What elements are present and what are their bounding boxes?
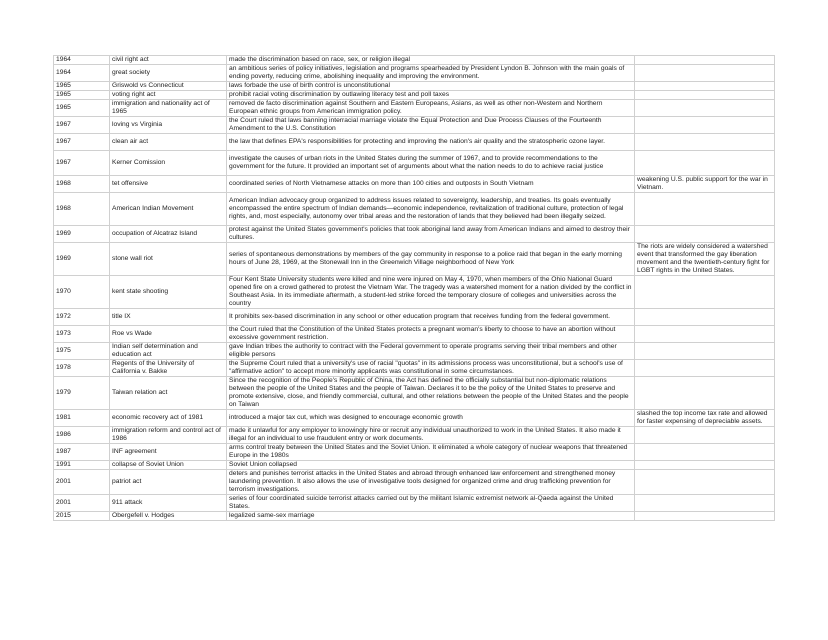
note-cell: weakening U.S. public support for the war in Vietnam. [635, 176, 775, 193]
event-cell: Taiwan relation act [110, 377, 227, 410]
description-cell: It prohibits sex-based discrimination in any school or other education program that receives funding from the federal government. [227, 309, 635, 326]
event-cell: Griswold vs Connecticut [110, 82, 227, 91]
event-cell: Kerner Comission [110, 151, 227, 176]
note-cell [635, 470, 775, 495]
note-cell [635, 360, 775, 377]
year-cell: 1967 [54, 151, 110, 176]
table-row [54, 495, 775, 512]
note-cell [635, 444, 775, 461]
note-cell: slashed the top income tax rate and allowed for faster expensing of depreciable assets. [635, 410, 775, 427]
description-cell: laws forbade the use of birth control is unconstitutional [227, 82, 635, 91]
table-row [54, 427, 775, 444]
description-cell: Four Kent State University students were killed and nine were injured on May 4, 1970, when members of the Ohio National Guard opened fire on a crowd gathered to protest the Vietnam War. The tragedy was a watershed moment for a nation divided by the conflict in Southeast Asia. In its immediate aftermath, a student-led strike forced the temporary closure of colleges and universities across the country [227, 276, 635, 309]
description-cell: prohibit racial voting discrimination by outlawing literacy test and poll taxes [227, 91, 635, 100]
note-cell: The riots are widely considered a watershed event that transformed the gay liberation movement and the twentieth-century fight for LGBT rights in the United States. [635, 243, 775, 276]
year-cell: 1965 [54, 82, 110, 91]
table-row [54, 326, 775, 343]
table-row [54, 276, 775, 309]
event-cell: loving vs Virginia [110, 117, 227, 134]
year-cell: 1970 [54, 276, 110, 309]
table-row [54, 193, 775, 226]
note-cell [635, 117, 775, 134]
year-cell: 1967 [54, 134, 110, 151]
description-cell: series of spontaneous demonstrations by members of the gay community in response to a police raid that began in the early morning hours of June 28, 1969, at the Stonewall Inn in the Greenwich Village neighborhood of New York [227, 243, 635, 276]
year-cell: 1986 [54, 427, 110, 444]
description-cell: investigate the causes of urban riots in the United States during the summer of 1967, and to provide recommendations to the government for the future. It provided an important set of arguments about what the nation needs to do to achieve racial justice [227, 151, 635, 176]
table-row [54, 470, 775, 495]
year-cell: 1965 [54, 100, 110, 117]
description-cell: the Court ruled that laws banning interracial marriage violate the Equal Protection and Due Process Clauses of the Fourteenth Amendment to the U.S. Constitution [227, 117, 635, 134]
year-cell: 1964 [54, 65, 110, 82]
table-row [54, 410, 775, 427]
table-row [54, 243, 775, 276]
description-cell: deters and punishes terrorist attacks in the United States and abroad through enhanced law enforcement and strengthened money laundering prevention. It also allows the use of investigative tools designed for organized crime and drug trafficking prevention for terrorism investigations. [227, 470, 635, 495]
year-cell: 2015 [54, 512, 110, 521]
description-cell: made it unlawful for any employer to knowingly hire or recruit any individual unauthorized to work in the United States. It also made it illegal for an individual to use fraudulent entry or work documents. [227, 427, 635, 444]
year-cell: 1979 [54, 377, 110, 410]
note-cell [635, 309, 775, 326]
description-cell: series of four coordinated suicide terrorist attacks carried out by the militant Islamic extremist network al-Qaeda against the United States. [227, 495, 635, 512]
note-cell [635, 512, 775, 521]
timeline-table [53, 55, 775, 521]
note-cell [635, 56, 775, 65]
note-cell [635, 461, 775, 470]
table-row [54, 444, 775, 461]
year-cell: 2001 [54, 470, 110, 495]
table-row [54, 343, 775, 360]
table-row [54, 461, 775, 470]
note-cell [635, 343, 775, 360]
year-cell: 1978 [54, 360, 110, 377]
description-cell: American Indian advocacy group organized to address issues related to sovereignty, leadership, and treaties. Its goals eventually encompassed the entire spectrum of Indian demands—economic independence, revitalization of traditional culture, protection of legal rights, and, most especially, autonomy over tribal areas and the restoration of lands that they believed had been illegally seized. [227, 193, 635, 226]
table-row [54, 377, 775, 410]
event-cell: tet offensive [110, 176, 227, 193]
event-cell: immigration and nationality act of 1965 [110, 100, 227, 117]
event-cell: Obergefell v. Hodges [110, 512, 227, 521]
note-cell [635, 100, 775, 117]
description-cell: introduced a major tax cut, which was designed to encourage economic growth [227, 410, 635, 427]
description-cell: legalized same-sex marriage [227, 512, 635, 521]
description-cell: an ambitious series of policy initiatives, legislation and programs spearheaded by President Lyndon B. Johnson with the main goals of ending poverty, reducing crime, abolishing inequality and improving the environment. [227, 65, 635, 82]
description-cell: the Supreme Court ruled that a university's use of racial "quotas" in its admissions process was unconstitutional, but a school's use of "affirmative action" to accept more minority applicants was constitutional in some circumstances. [227, 360, 635, 377]
timeline-table-body [54, 56, 775, 521]
description-cell: arms control treaty between the United States and the Soviet Union. It eliminated a whole category of nuclear weapons that threatened Europe in the 1980s [227, 444, 635, 461]
year-cell: 1991 [54, 461, 110, 470]
description-cell: the Court ruled that the Constitution of the United States protects a pregnant woman's liberty to choose to have an abortion without excessive government restriction. [227, 326, 635, 343]
description-cell: protest against the United States government's policies that took aboriginal land away from American Indians and aimed to destroy their cultures. [227, 226, 635, 243]
description-cell: Soviet Union collapsed [227, 461, 635, 470]
table-row [54, 134, 775, 151]
table-row [54, 176, 775, 193]
event-cell: kent state shooting [110, 276, 227, 309]
event-cell: clean air act [110, 134, 227, 151]
year-cell: 1972 [54, 309, 110, 326]
event-cell: voting right act [110, 91, 227, 100]
table-row [54, 151, 775, 176]
note-cell [635, 226, 775, 243]
table-row [54, 56, 775, 65]
event-cell: economic recovery act of 1981 [110, 410, 227, 427]
table-row [54, 226, 775, 243]
table-row [54, 360, 775, 377]
event-cell: great society [110, 65, 227, 82]
year-cell: 1965 [54, 91, 110, 100]
year-cell: 1968 [54, 176, 110, 193]
note-cell [635, 276, 775, 309]
event-cell: American Indian Movement [110, 193, 227, 226]
event-cell: Regents of the University of California v. Bakke [110, 360, 227, 377]
table-row [54, 309, 775, 326]
year-cell: 1969 [54, 226, 110, 243]
note-cell [635, 377, 775, 410]
event-cell: Indian self determination and education act [110, 343, 227, 360]
table-row [54, 117, 775, 134]
event-cell: civil right act [110, 56, 227, 65]
event-cell: title IX [110, 309, 227, 326]
event-cell: Roe vs Wade [110, 326, 227, 343]
note-cell [635, 495, 775, 512]
event-cell: collapse of Soviet Union [110, 461, 227, 470]
description-cell: the law that defines EPA's responsibilities for protecting and improving the nation's air quality and the stratospheric ozone layer. [227, 134, 635, 151]
note-cell [635, 151, 775, 176]
table-row [54, 91, 775, 100]
description-cell: Since the recognition of the People's Republic of China, the Act has defined the officially substantial but non-diplomatic relations between the people of the United States and the people of Taiwan. Declares it to be the policy of the United States to preserve and promote extensive, close, and friendly commercial, cultural, and other relations between the people of the United States and the people on Taiwan [227, 377, 635, 410]
note-cell [635, 82, 775, 91]
table-row [54, 100, 775, 117]
year-cell: 2001 [54, 495, 110, 512]
table-row [54, 82, 775, 91]
event-cell: stone wall riot [110, 243, 227, 276]
year-cell: 1987 [54, 444, 110, 461]
year-cell: 1964 [54, 56, 110, 65]
year-cell: 1968 [54, 193, 110, 226]
table-row [54, 65, 775, 82]
event-cell: 911 attack [110, 495, 227, 512]
event-cell: immigration reform and control act of 1986 [110, 427, 227, 444]
note-cell [635, 134, 775, 151]
description-cell: gave Indian tribes the authority to contract with the Federal government to operate programs serving their tribal members and other eligible persons [227, 343, 635, 360]
note-cell [635, 193, 775, 226]
note-cell [635, 65, 775, 82]
note-cell [635, 91, 775, 100]
description-cell: removed de facto discrimination against Southern and Eastern Europeans, Asians, as well as other non-Western and Northern European ethnic groups from American immigration policy. [227, 100, 635, 117]
year-cell: 1967 [54, 117, 110, 134]
event-cell: occupation of Alcatraz Island [110, 226, 227, 243]
table-row [54, 512, 775, 521]
year-cell: 1975 [54, 343, 110, 360]
note-cell [635, 326, 775, 343]
event-cell: INF agreement [110, 444, 227, 461]
description-cell: made the discrimination based on race, sex, or religion illegal [227, 56, 635, 65]
description-cell: coordinated series of North Vietnamese attacks on more than 100 cities and outposts in South Vietnam [227, 176, 635, 193]
year-cell: 1981 [54, 410, 110, 427]
note-cell [635, 427, 775, 444]
year-cell: 1973 [54, 326, 110, 343]
year-cell: 1969 [54, 243, 110, 276]
event-cell: patriot act [110, 470, 227, 495]
